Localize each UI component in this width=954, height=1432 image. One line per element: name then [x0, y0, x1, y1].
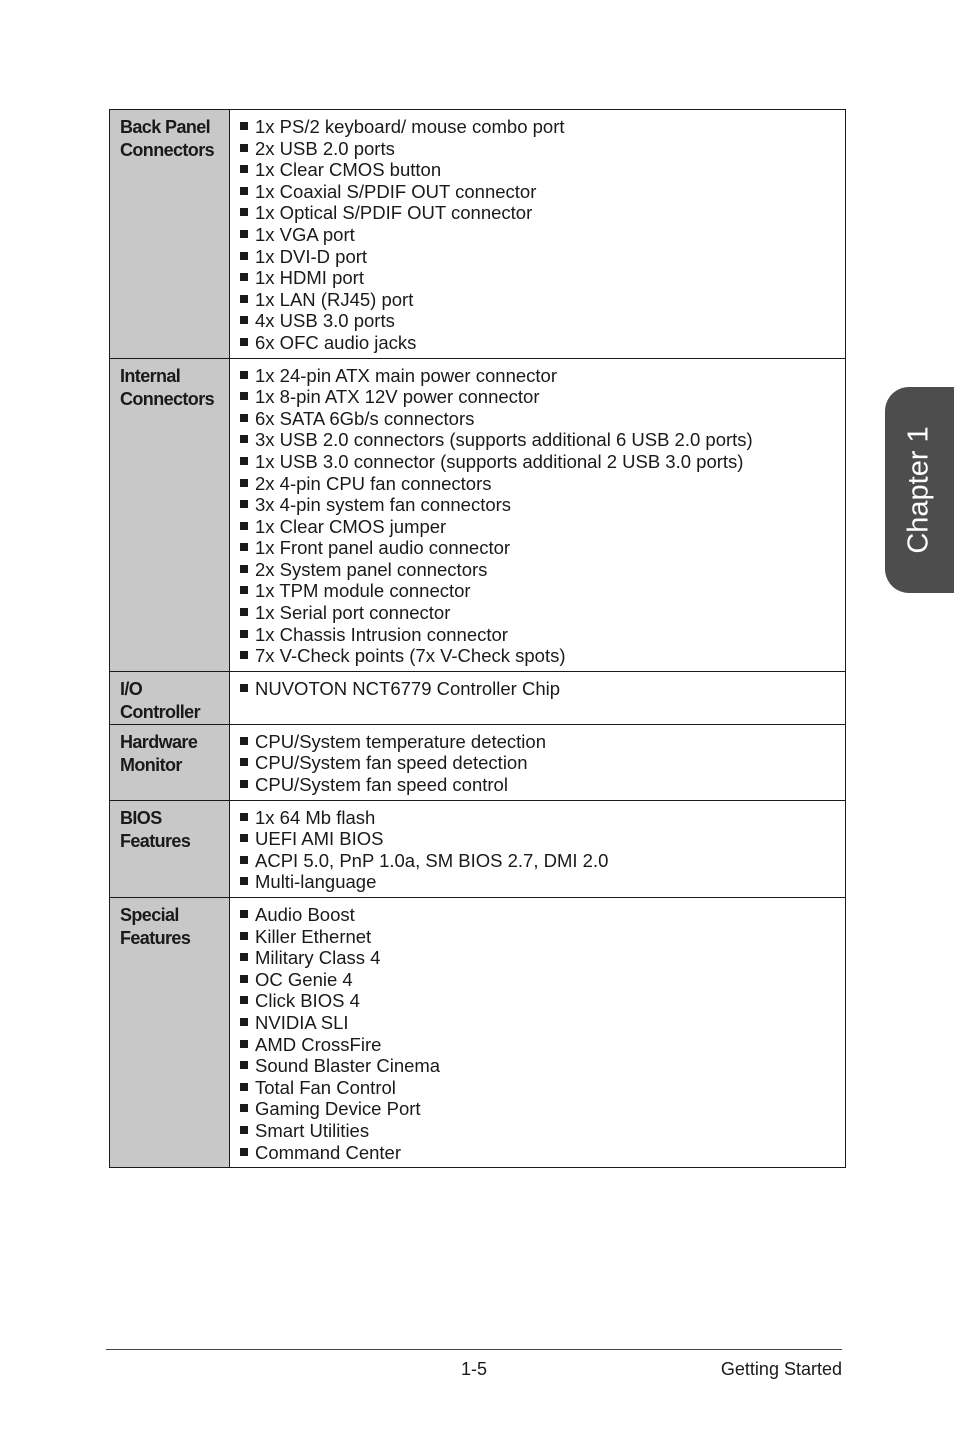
spec-item: [240, 752, 845, 774]
spec-item-text: 1x DVI-D port: [255, 245, 368, 267]
spec-item-text: 1x 64 Mb flash: [255, 806, 376, 828]
spec-item-text: 1x 8-pin ATX 12V power connector: [255, 386, 540, 408]
spec-item-text: CPU/System temperature detection: [255, 730, 546, 752]
spec-item: [240, 645, 845, 667]
spec-item-text: 1x Chassis Intrusion connector: [255, 623, 508, 645]
spec-item: [240, 678, 845, 700]
square-bullet-icon: [240, 758, 248, 766]
spec-item-text: 1x PS/2 keyboard/ mouse combo port: [255, 116, 565, 137]
spec-item: [240, 332, 845, 354]
spec-item: [240, 990, 845, 1012]
spec-item: [240, 246, 845, 268]
spec-item-text: CPU/System fan speed control: [255, 774, 508, 796]
square-bullet-icon: [240, 565, 248, 573]
page-number: 1-5: [461, 1359, 488, 1379]
spec-item: [240, 473, 845, 495]
spec-item: [240, 159, 845, 181]
spec-label-line: BIOS: [120, 807, 162, 828]
spec-item: [240, 871, 845, 893]
square-bullet-icon: [240, 392, 248, 400]
spec-item-list: [240, 904, 845, 1163]
spec-content: [230, 671, 846, 724]
spec-item-text: 1x Front panel audio connector: [255, 537, 511, 559]
spec-item-text: Killer Ethernet: [255, 925, 372, 947]
spec-item: [240, 807, 845, 829]
spec-item-text: 1x Clear CMOS jumper: [255, 515, 447, 537]
square-bullet-icon: [240, 834, 248, 842]
spec-item-text: 3x USB 2.0 connectors (supports additional 6 USB 2.0 ports): [255, 429, 753, 451]
spec-item: [240, 559, 845, 581]
spec-item: [240, 537, 845, 559]
spec-item: [240, 969, 845, 991]
spec-label-line: Special: [120, 905, 179, 925]
spec-item-text: 1x USB 3.0 connector (supports additional 2 USB 3.0 ports): [255, 450, 744, 472]
spec-row: [110, 800, 846, 897]
spec-item-text: NUVOTON NCT6779 Controller Chip: [255, 677, 561, 699]
spec-item-text: UEFI AMI BIOS: [255, 828, 384, 850]
spec-row: [110, 724, 846, 800]
square-bullet-icon: [240, 1040, 248, 1048]
square-bullet-icon: [240, 630, 248, 638]
square-bullet-icon: [240, 608, 248, 616]
spec-item: [240, 1142, 845, 1164]
spec-label: [110, 724, 230, 800]
spec-row: [110, 898, 846, 1168]
spec-row: [110, 358, 846, 671]
square-bullet-icon: [240, 877, 248, 885]
spec-item-text: 1x Clear CMOS button: [255, 159, 442, 181]
spec-item-list: [240, 731, 845, 796]
square-bullet-icon: [240, 457, 248, 465]
chapter-tab[interactable]: [885, 387, 954, 593]
section-name: Getting Started: [720, 1359, 842, 1379]
square-bullet-icon: [240, 684, 248, 692]
square-bullet-icon: [240, 122, 248, 130]
spec-item-list: [240, 807, 845, 893]
spec-item: [240, 828, 845, 850]
square-bullet-icon: [240, 586, 248, 594]
square-bullet-icon: [240, 273, 248, 281]
spec-content: [230, 800, 846, 897]
spec-row: [110, 110, 846, 359]
spec-item-text: Command Center: [255, 1141, 402, 1163]
spec-item: [240, 1012, 845, 1034]
spec-item-text: 1x VGA port: [255, 223, 355, 245]
spec-item-text: NVIDIA SLI: [255, 1011, 349, 1033]
spec-item: [240, 580, 845, 602]
spec-label-line: Back Panel: [120, 117, 211, 137]
spec-item-text: 1x 24-pin ATX main power connector: [255, 364, 557, 386]
spec-item-text: Gaming Device Port: [255, 1098, 421, 1120]
square-bullet-icon: [240, 813, 248, 821]
spec-item: [240, 1077, 845, 1099]
spec-item-text: 4x USB 3.0 ports: [255, 310, 395, 332]
spec-item: [240, 516, 845, 538]
spec-item-text: 1x TPM module connector: [255, 580, 471, 602]
spec-item: [240, 1055, 845, 1077]
spec-item-text: 1x Serial port connector: [255, 602, 451, 624]
spec-item-text: Sound Blaster Cinema: [255, 1055, 441, 1077]
square-bullet-icon: [240, 252, 248, 260]
square-bullet-icon: [240, 737, 248, 745]
spec-item: [240, 731, 845, 753]
spec-item: [240, 774, 845, 796]
square-bullet-icon: [240, 910, 248, 918]
spec-item: [240, 850, 845, 872]
spec-item: [240, 429, 845, 451]
square-bullet-icon: [240, 1126, 248, 1134]
square-bullet-icon: [240, 338, 248, 346]
spec-item-text: ACPI 5.0, PnP 1.0a, SM BIOS 2.7, DMI 2.0: [255, 849, 609, 871]
spec-row: [110, 671, 846, 724]
spec-item: [240, 624, 845, 646]
spec-label-line: Connectors: [120, 140, 215, 160]
spec-item-text: AMD CrossFire: [255, 1033, 382, 1055]
square-bullet-icon: [240, 975, 248, 983]
spec-label-line: Controller: [120, 701, 201, 722]
spec-label-line: Features: [120, 830, 191, 851]
spec-item: [240, 289, 845, 311]
spec-item-list: [240, 365, 845, 667]
square-bullet-icon: [240, 316, 248, 324]
spec-content: [230, 358, 846, 671]
spec-item-text: 2x 4-pin CPU fan connectors: [255, 472, 492, 494]
spec-item-text: 2x USB 2.0 ports: [255, 137, 395, 159]
chapter-label: Chapter 1: [902, 426, 935, 554]
spec-item-text: CPU/System fan speed detection: [255, 752, 528, 774]
spec-label: [110, 110, 230, 359]
square-bullet-icon: [240, 144, 248, 152]
spec-item: [240, 202, 845, 224]
square-bullet-icon: [240, 651, 248, 659]
spec-item: [240, 494, 845, 516]
spec-item: [240, 138, 845, 160]
square-bullet-icon: [240, 1148, 248, 1156]
spec-item-text: Audio Boost: [255, 904, 355, 925]
spec-item: [240, 224, 845, 246]
spec-item-text: 6x OFC audio jacks: [255, 331, 417, 353]
spec-label: [110, 358, 230, 671]
spec-item-text: Smart Utilities: [255, 1119, 370, 1141]
spec-item: [240, 386, 845, 408]
square-bullet-icon: [240, 543, 248, 551]
spec-label: [110, 898, 230, 1168]
spec-item-text: Click BIOS 4: [255, 990, 360, 1012]
spec-label-line: Hardware: [120, 731, 198, 752]
spec-item-list: [240, 678, 845, 700]
square-bullet-icon: [240, 479, 248, 487]
square-bullet-icon: [240, 932, 248, 940]
spec-item: [240, 310, 845, 332]
spec-item-text: 7x V-Check points (7x V-Check spots): [255, 645, 566, 667]
spec-item: [240, 267, 845, 289]
spec-item: [240, 451, 845, 473]
spec-item: [240, 904, 845, 926]
square-bullet-icon: [240, 780, 248, 788]
spec-item-text: 1x HDMI port: [255, 267, 364, 289]
spec-item-text: 3x 4-pin system fan connectors: [255, 494, 512, 516]
spec-item: [240, 1120, 845, 1142]
square-bullet-icon: [240, 165, 248, 173]
spec-item-text: Multi-language: [255, 871, 377, 893]
spec-item: [240, 947, 845, 969]
spec-item: [240, 116, 845, 138]
spec-label: [110, 800, 230, 897]
footer-divider: [106, 1349, 842, 1350]
spec-item: [240, 181, 845, 203]
square-bullet-icon: [240, 856, 248, 864]
spec-item-list: [240, 116, 845, 354]
square-bullet-icon: [240, 522, 248, 530]
spec-item-text: 1x Optical S/PDIF OUT connector: [255, 202, 533, 224]
spec-item: [240, 1098, 845, 1120]
square-bullet-icon: [240, 435, 248, 443]
spec-item-text: 6x SATA 6Gb/s connectors: [255, 407, 475, 429]
spec-item: [240, 408, 845, 430]
square-bullet-icon: [240, 1083, 248, 1091]
square-bullet-icon: [240, 1061, 248, 1069]
square-bullet-icon: [240, 230, 248, 238]
spec-content: [230, 898, 846, 1168]
square-bullet-icon: [240, 295, 248, 303]
square-bullet-icon: [240, 1018, 248, 1026]
spec-item-text: 1x Coaxial S/PDIF OUT connector: [255, 180, 537, 202]
square-bullet-icon: [240, 371, 248, 379]
square-bullet-icon: [240, 1104, 248, 1112]
square-bullet-icon: [240, 996, 248, 1004]
spec-item-text: Military Class 4: [255, 947, 381, 969]
spec-item-text: OC Genie 4: [255, 968, 353, 990]
square-bullet-icon: [240, 414, 248, 422]
spec-table: [109, 109, 846, 1168]
spec-label-line: I/O: [120, 678, 143, 699]
square-bullet-icon: [240, 953, 248, 961]
spec-content: [230, 110, 846, 359]
square-bullet-icon: [240, 187, 248, 195]
spec-item-text: Total Fan Control: [255, 1076, 396, 1098]
spec-label: [110, 671, 230, 724]
spec-label-line: Features: [120, 928, 191, 948]
spec-item-text: 1x LAN (RJ45) port: [255, 288, 414, 310]
spec-item-text: 2x System panel connectors: [255, 558, 488, 580]
square-bullet-icon: [240, 208, 248, 216]
spec-item: [240, 1034, 845, 1056]
spec-item: [240, 602, 845, 624]
spec-item: [240, 926, 845, 948]
square-bullet-icon: [240, 500, 248, 508]
spec-content: [230, 724, 846, 800]
spec-item: [240, 365, 845, 387]
spec-label-line: Monitor: [120, 754, 182, 775]
spec-label-line: Connectors: [120, 388, 215, 409]
spec-label-line: Internal: [120, 365, 181, 386]
